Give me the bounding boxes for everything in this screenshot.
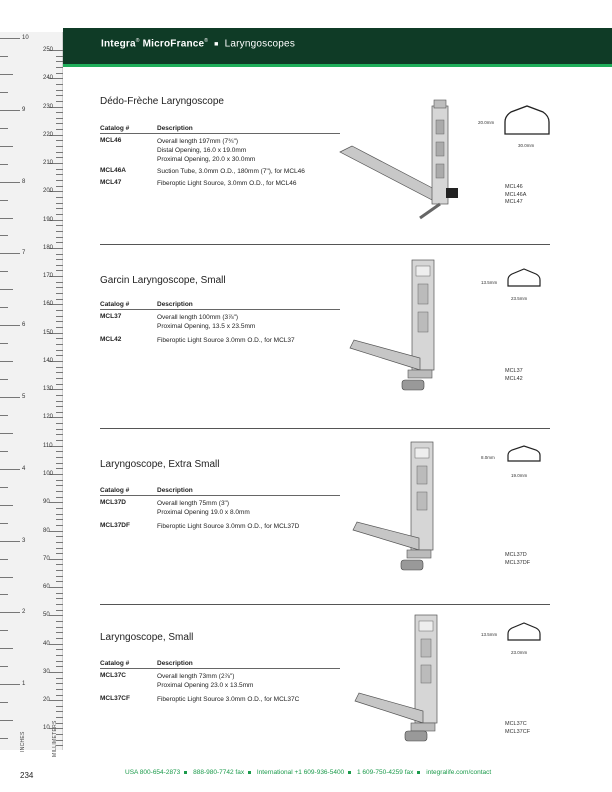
ruler-inch-label: 9 (22, 106, 26, 113)
catalog-number: MCL46 (100, 137, 122, 144)
ruler-mm-tick (56, 118, 63, 119)
ruler-inch-tick (0, 469, 20, 470)
description-line: Proximal Opening, 13.5 x 23.5mm (157, 323, 256, 330)
ruler-mm-tick (56, 542, 63, 543)
ruler-inch-tick (0, 738, 8, 739)
ruler-mm-label: 200 (43, 188, 54, 195)
catalog-code: MCL37DF (505, 559, 531, 566)
ruler-mm-tick (56, 536, 63, 537)
ruler-mm-tick (56, 225, 63, 226)
ruler-inch-tick (0, 559, 8, 560)
ruler-mm-tick (56, 129, 63, 130)
ruler-inch-tick (0, 612, 20, 613)
ruler-mm-tick (56, 548, 63, 549)
ruler-mm-tick (56, 581, 63, 582)
ruler-mm-tick (56, 101, 63, 102)
ruler-mm-tick (56, 491, 63, 492)
ruler-mm-label: 140 (43, 357, 54, 364)
dimension-height: 13.5mm (481, 632, 498, 637)
table-row (100, 522, 340, 531)
ruler-mm-tick (56, 338, 63, 339)
ruler-mm-label: 40 (43, 640, 50, 647)
extra-small-laryngoscope-illustration (353, 442, 453, 587)
catalog-code-list (505, 368, 523, 383)
col-description: Description (157, 301, 193, 308)
catalog-code: MCL46A (505, 191, 527, 198)
catalog-table (100, 486, 340, 531)
ruler-mm-tick (56, 610, 63, 611)
description (157, 179, 340, 188)
ruler-inch-tick (0, 433, 13, 434)
ruler-mm-tick (56, 632, 63, 633)
section-divider (100, 428, 550, 429)
ruler-mm-tick (56, 412, 63, 413)
ruler-mm-tick (56, 112, 63, 113)
ruler-mm-label: 190 (43, 216, 54, 223)
catalog-number: MCL47 (100, 179, 122, 186)
ruler-mm-tick (56, 169, 63, 170)
table-row (100, 313, 340, 331)
ruler-mm-tick (56, 214, 63, 215)
ruler-mm-tick (56, 678, 63, 679)
ruler-mm-tick (49, 559, 63, 560)
opening-profile-diagram (506, 622, 546, 652)
ruler-mm-tick (56, 157, 63, 158)
ruler-inch-label: 2 (22, 609, 26, 616)
ruler-mm-tick (56, 485, 63, 486)
description-line: Overall length 75mm (3") (157, 500, 230, 507)
ruler-inch-label: 7 (22, 250, 26, 257)
ruler-inch-tick (0, 379, 8, 380)
ruler-mm-tick (56, 395, 63, 396)
section-title: Laryngoscope, Extra Small (100, 459, 220, 470)
catalog-code: MCL37CF (505, 728, 531, 735)
ruler-mm-tick (56, 666, 63, 667)
footer-international-phone: International +1 609-936-5400 (256, 769, 345, 776)
ruler-mm-label: 230 (43, 103, 54, 110)
col-catalog: Catalog # (100, 660, 130, 667)
table-header (100, 124, 340, 134)
catalog-number: MCL37D (100, 499, 127, 506)
ruler-inch-label: 5 (22, 394, 26, 400)
ruler-mm-tick (56, 576, 63, 577)
description-line: Overall length 197mm (7¾") (157, 138, 239, 145)
ruler-inch-tick (0, 415, 8, 416)
measurement-ruler (0, 32, 63, 757)
section-garcin-small (63, 275, 612, 425)
table-row (100, 137, 340, 164)
ruler-mm-tick (56, 457, 63, 458)
header-accent-bar (63, 64, 612, 67)
catalog-code-list (505, 552, 530, 567)
ruler-inch-tick (0, 218, 13, 219)
ruler-mm-tick (56, 372, 63, 373)
ruler-mm-tick (56, 570, 63, 571)
footer-separator (348, 771, 351, 774)
ruler-mm-tick (56, 440, 63, 441)
ruler-inch-tick (0, 307, 8, 308)
ruler-mm-tick (56, 401, 63, 402)
garcin-laryngoscope-illustration (350, 260, 450, 405)
description (157, 336, 340, 345)
ruler-mm-tick (56, 242, 63, 243)
dimension-height: 20.0mm (478, 120, 495, 125)
ruler-inches-unit: INCHES (20, 731, 26, 752)
ruler-mm-tick (56, 598, 63, 599)
ruler-inch-tick (0, 684, 20, 685)
ruler-mm-label: 210 (43, 160, 54, 167)
ruler-mm-tick (56, 480, 63, 481)
dimension-height: 13.5mm (481, 280, 498, 285)
col-description: Description (157, 487, 193, 494)
ruler-mm-label: 220 (43, 131, 54, 138)
description (157, 499, 340, 517)
footer-usa-phone: USA 800-654-2873 (125, 769, 181, 776)
ruler-mm-tick (56, 497, 63, 498)
ruler-mm-tick (49, 587, 63, 588)
section-extra-small (63, 455, 612, 609)
ruler-inch-tick (0, 200, 8, 201)
ruler-mm-tick (56, 355, 63, 356)
description-line: Proximal Opening 23.0 x 13.5mm (157, 682, 254, 689)
ruler-inch-tick (0, 577, 13, 578)
ruler-mm-tick (56, 593, 63, 594)
catalog-number: MCL37 (100, 313, 122, 320)
ruler-inch-tick (0, 648, 13, 649)
ruler-mm-tick (56, 208, 63, 209)
ruler-mm-tick (56, 564, 63, 565)
ruler-inch-tick (0, 720, 13, 721)
ruler-mm-tick (56, 525, 63, 526)
ruler-inch-label: 6 (22, 322, 26, 329)
ruler-mm-label: 150 (43, 329, 54, 336)
ruler-inch-tick (0, 38, 20, 39)
ruler-inch-tick (0, 361, 13, 362)
ruler-mm-label: 60 (43, 584, 50, 591)
ruler-mm-unit: MILLIMETERS (52, 720, 58, 757)
ruler-inch-label: 8 (22, 178, 26, 185)
ruler-mm-label: 30 (43, 668, 50, 675)
ruler-mm-tick (49, 502, 63, 503)
ruler-mm-tick (56, 231, 63, 232)
ruler-mm-tick (56, 695, 63, 696)
footer-website-link[interactable]: integralife.com/contact (426, 769, 492, 776)
catalog-code: MCL46 (505, 184, 523, 190)
ruler-mm-tick (56, 627, 63, 628)
ruler-inch-tick (0, 253, 20, 254)
ruler-mm-tick (56, 378, 63, 379)
ruler-inch-tick (0, 146, 13, 147)
ruler-inch-tick (0, 523, 8, 524)
page-number: 234 (20, 771, 34, 780)
ruler-mm-tick (56, 293, 63, 294)
table-header (100, 300, 340, 310)
catalog-code: MCL37 (505, 368, 523, 374)
catalog-table (100, 124, 340, 188)
ruler-inch-tick (0, 325, 20, 326)
ruler-mm-tick (56, 61, 63, 62)
opening-profile-diagram (506, 268, 546, 298)
ruler-mm-label: 70 (43, 555, 50, 562)
description-line: Distal Opening, 16.0 x 19.0mm (157, 147, 247, 154)
ruler-mm-tick (56, 649, 63, 650)
ruler-mm-label: 80 (43, 527, 50, 534)
description-line: Fiberoptic Light Source 3.0mm O.D., for MCL37 (157, 337, 295, 344)
ruler-inch-tick (0, 594, 8, 595)
ruler-mm-tick (56, 463, 63, 464)
ruler-mm-tick (56, 203, 63, 204)
description-line: Proximal Opening 19.0 x 8.0mm (157, 509, 250, 516)
dimension-width: 19.0mm (511, 473, 528, 478)
header-bullet: ■ (214, 41, 219, 49)
ruler-inch-tick (0, 128, 8, 129)
ruler-mm-tick (56, 259, 63, 260)
catalog-number: MCL37DF (100, 522, 130, 529)
header-category: Laryngoscopes (224, 38, 296, 50)
ruler-mm-tick (56, 344, 63, 345)
description-line: Overall length 73mm (2⅞") (157, 673, 235, 680)
catalog-table (100, 659, 340, 704)
ruler-mm-tick (56, 429, 63, 430)
ruler-mm-tick (56, 689, 63, 690)
ruler-mm-tick (56, 468, 63, 469)
table-row (100, 499, 340, 517)
ruler-inch-tick (0, 110, 20, 111)
catalog-code: MCL37D (505, 552, 527, 558)
ruler-inch-tick (0, 397, 20, 398)
ruler-mm-label: 180 (43, 244, 54, 251)
ruler-inch-tick (0, 666, 8, 667)
table-header (100, 486, 340, 496)
registered-mark: ® (135, 38, 140, 44)
product-name: MicroFrance (142, 38, 205, 50)
ruler-inch-tick (0, 487, 8, 488)
ruler-mm-tick (56, 406, 63, 407)
opening-profile-diagram (506, 445, 546, 471)
ruler-mm-tick (49, 700, 63, 701)
ruler-inch-label: 10 (22, 35, 29, 41)
description-line: Fiberoptic Light Source, 3.0mm O.D., for MCL46 (157, 180, 297, 187)
ruler-mm-tick (49, 644, 63, 645)
ruler-mm-tick (56, 174, 63, 175)
ruler-mm-tick (56, 434, 63, 435)
brand-name: Integra (101, 38, 136, 50)
col-description: Description (157, 660, 193, 667)
ruler-mm-tick (56, 661, 63, 662)
ruler-mm-tick (56, 197, 63, 198)
ruler-inch-tick (0, 343, 8, 344)
footer-fax: 888-980-7742 fax (193, 769, 245, 776)
ruler-inch-tick (0, 182, 20, 183)
description-line: Fiberoptic Light Source 3.0mm O.D., for MCL37C (157, 696, 300, 703)
description (157, 695, 340, 704)
section-title: Dédo-Frèche Laryngoscope (100, 96, 224, 107)
description (157, 137, 340, 164)
ruler-mm-label: 10 (43, 725, 50, 732)
ruler-mm-tick (56, 95, 63, 96)
ruler-inch-label: 1 (22, 681, 26, 688)
ruler-inch-label: 4 (22, 465, 26, 472)
table-row (100, 336, 340, 345)
ruler-mm-tick (56, 655, 63, 656)
ruler-mm-tick (56, 553, 63, 554)
ruler-mm-label: 120 (43, 414, 54, 421)
ruler-mm-tick (49, 531, 63, 532)
ruler-inch-tick (0, 541, 20, 542)
ruler-inch-tick (0, 702, 8, 703)
section-title: Laryngoscope, Small (100, 632, 194, 643)
ruler-mm-tick (56, 638, 63, 639)
catalog-table (100, 300, 340, 345)
ruler-mm-tick (56, 73, 63, 74)
ruler-mm-label: 160 (43, 301, 54, 308)
description-line: Proximal Opening, 20.0 x 30.0mm (157, 156, 256, 163)
catalog-number: MCL37C (100, 672, 127, 679)
ruler-mm-tick (56, 186, 63, 187)
ruler-inch-tick (0, 505, 13, 506)
ruler-mm-tick (56, 140, 63, 141)
ruler-mm-label: 90 (43, 499, 50, 506)
dimension-width: 23.0mm (511, 650, 528, 655)
description (157, 167, 340, 176)
ruler-mm-tick (56, 237, 63, 238)
description (157, 522, 340, 531)
ruler-mm-label: 250 (43, 47, 54, 53)
description-line: Suction Tube, 3.0mm O.D., 180mm (7"), for MCL46 (157, 168, 305, 175)
ruler-inch-tick (0, 451, 8, 452)
description (157, 672, 340, 690)
header-title (101, 38, 295, 49)
ruler-mm-label: 50 (43, 612, 50, 619)
dimension-height: 8.0mm (481, 455, 495, 460)
ruler-inch-tick (0, 630, 8, 631)
ruler-mm-tick (56, 123, 63, 124)
col-catalog: Catalog # (100, 125, 130, 132)
ruler-inch-tick (0, 74, 13, 75)
ruler-mm-tick (49, 672, 63, 673)
ruler-mm-tick (56, 451, 63, 452)
ruler-inch-tick (0, 92, 8, 93)
ruler-mm-label: 240 (43, 75, 54, 82)
ruler-mm-label: 110 (43, 442, 53, 449)
catalog-number: MCL37CF (100, 695, 130, 702)
ruler-mm-tick (56, 683, 63, 684)
ruler-mm-tick (56, 282, 63, 283)
registered-mark: ® (204, 38, 209, 44)
ruler-mm-tick (56, 711, 63, 712)
catalog-number: MCL42 (100, 336, 122, 343)
ruler-mm-tick (56, 56, 63, 57)
ruler-mm-tick (56, 350, 63, 351)
table-row (100, 167, 340, 176)
ruler-mm-label: 100 (43, 471, 54, 478)
catalog-code-list (505, 184, 526, 207)
section-title: Garcin Laryngoscope, Small (100, 275, 226, 286)
ruler-mm-tick (56, 146, 63, 147)
section-dedo-freche (63, 96, 612, 246)
table-row (100, 695, 340, 704)
ruler-inch-tick (0, 235, 8, 236)
ruler-mm-tick (56, 316, 63, 317)
ruler-mm-tick (56, 423, 63, 424)
small-laryngoscope-illustration (355, 615, 455, 760)
ruler-mm-tick (56, 152, 63, 153)
catalog-code: MCL47 (505, 199, 523, 205)
ruler-inch-tick (0, 289, 13, 290)
dedo-freche-laryngoscope-illustration (340, 100, 480, 225)
ruler-mm-tick (56, 621, 63, 622)
ruler-mm-tick (56, 270, 63, 271)
page-header (63, 28, 612, 64)
col-catalog: Catalog # (100, 487, 130, 494)
ruler-mm-tick (56, 717, 63, 718)
footer-separator (184, 771, 187, 774)
catalog-code: MCL37C (505, 721, 527, 727)
footer-international-fax: 1 609-750-4259 fax (356, 769, 414, 776)
ruler-inch-tick (0, 164, 8, 165)
footer-separator (417, 771, 420, 774)
dimension-width: 23.5mm (511, 296, 528, 301)
col-catalog: Catalog # (100, 301, 130, 308)
ruler-mm-tick (56, 321, 63, 322)
catalog-code: MCL42 (505, 375, 523, 382)
catalog-number: MCL46A (100, 167, 127, 174)
section-divider (100, 244, 550, 245)
section-small (63, 632, 612, 762)
table-row (100, 672, 340, 690)
ruler-mm-tick (56, 384, 63, 385)
description-line: Fiberoptic Light Source 3.0mm O.D., for MCL37D (157, 523, 300, 530)
ruler-mm-tick (56, 706, 63, 707)
catalog-code-list (505, 721, 530, 736)
ruler-inch-label: 3 (22, 537, 26, 544)
ruler-mm-tick (56, 180, 63, 181)
ruler-mm-tick (56, 265, 63, 266)
ruler-mm-tick (56, 287, 63, 288)
description-line: Overall length 100mm (3⅞") (157, 314, 239, 321)
ruler-mm-tick (56, 367, 63, 368)
ruler-mm-label: 20 (43, 697, 50, 704)
dimension-width: 30.0mm (518, 143, 535, 148)
ruler-mm-tick (49, 615, 63, 616)
ruler-inch-tick (0, 271, 8, 272)
ruler-mm-tick (56, 67, 63, 68)
ruler-mm-tick (56, 84, 63, 85)
ruler-mm-label: 170 (43, 273, 54, 280)
ruler-mm-tick (56, 310, 63, 311)
description (157, 313, 340, 331)
contact-footer (125, 769, 491, 776)
table-row (100, 179, 340, 188)
table-header (100, 659, 340, 669)
ruler-mm-tick (56, 514, 63, 515)
ruler-mm-tick (56, 299, 63, 300)
ruler-mm-tick (56, 604, 63, 605)
ruler-mm-tick (56, 254, 63, 255)
ruler-mm-tick (56, 327, 63, 328)
ruler-mm-label: 130 (43, 386, 54, 393)
col-description: Description (157, 125, 193, 132)
ruler-mm-tick (56, 90, 63, 91)
section-divider (100, 604, 550, 605)
footer-separator (248, 771, 251, 774)
ruler-mm-tick (56, 519, 63, 520)
ruler-inch-tick (0, 56, 8, 57)
ruler-mm-tick (56, 508, 63, 509)
